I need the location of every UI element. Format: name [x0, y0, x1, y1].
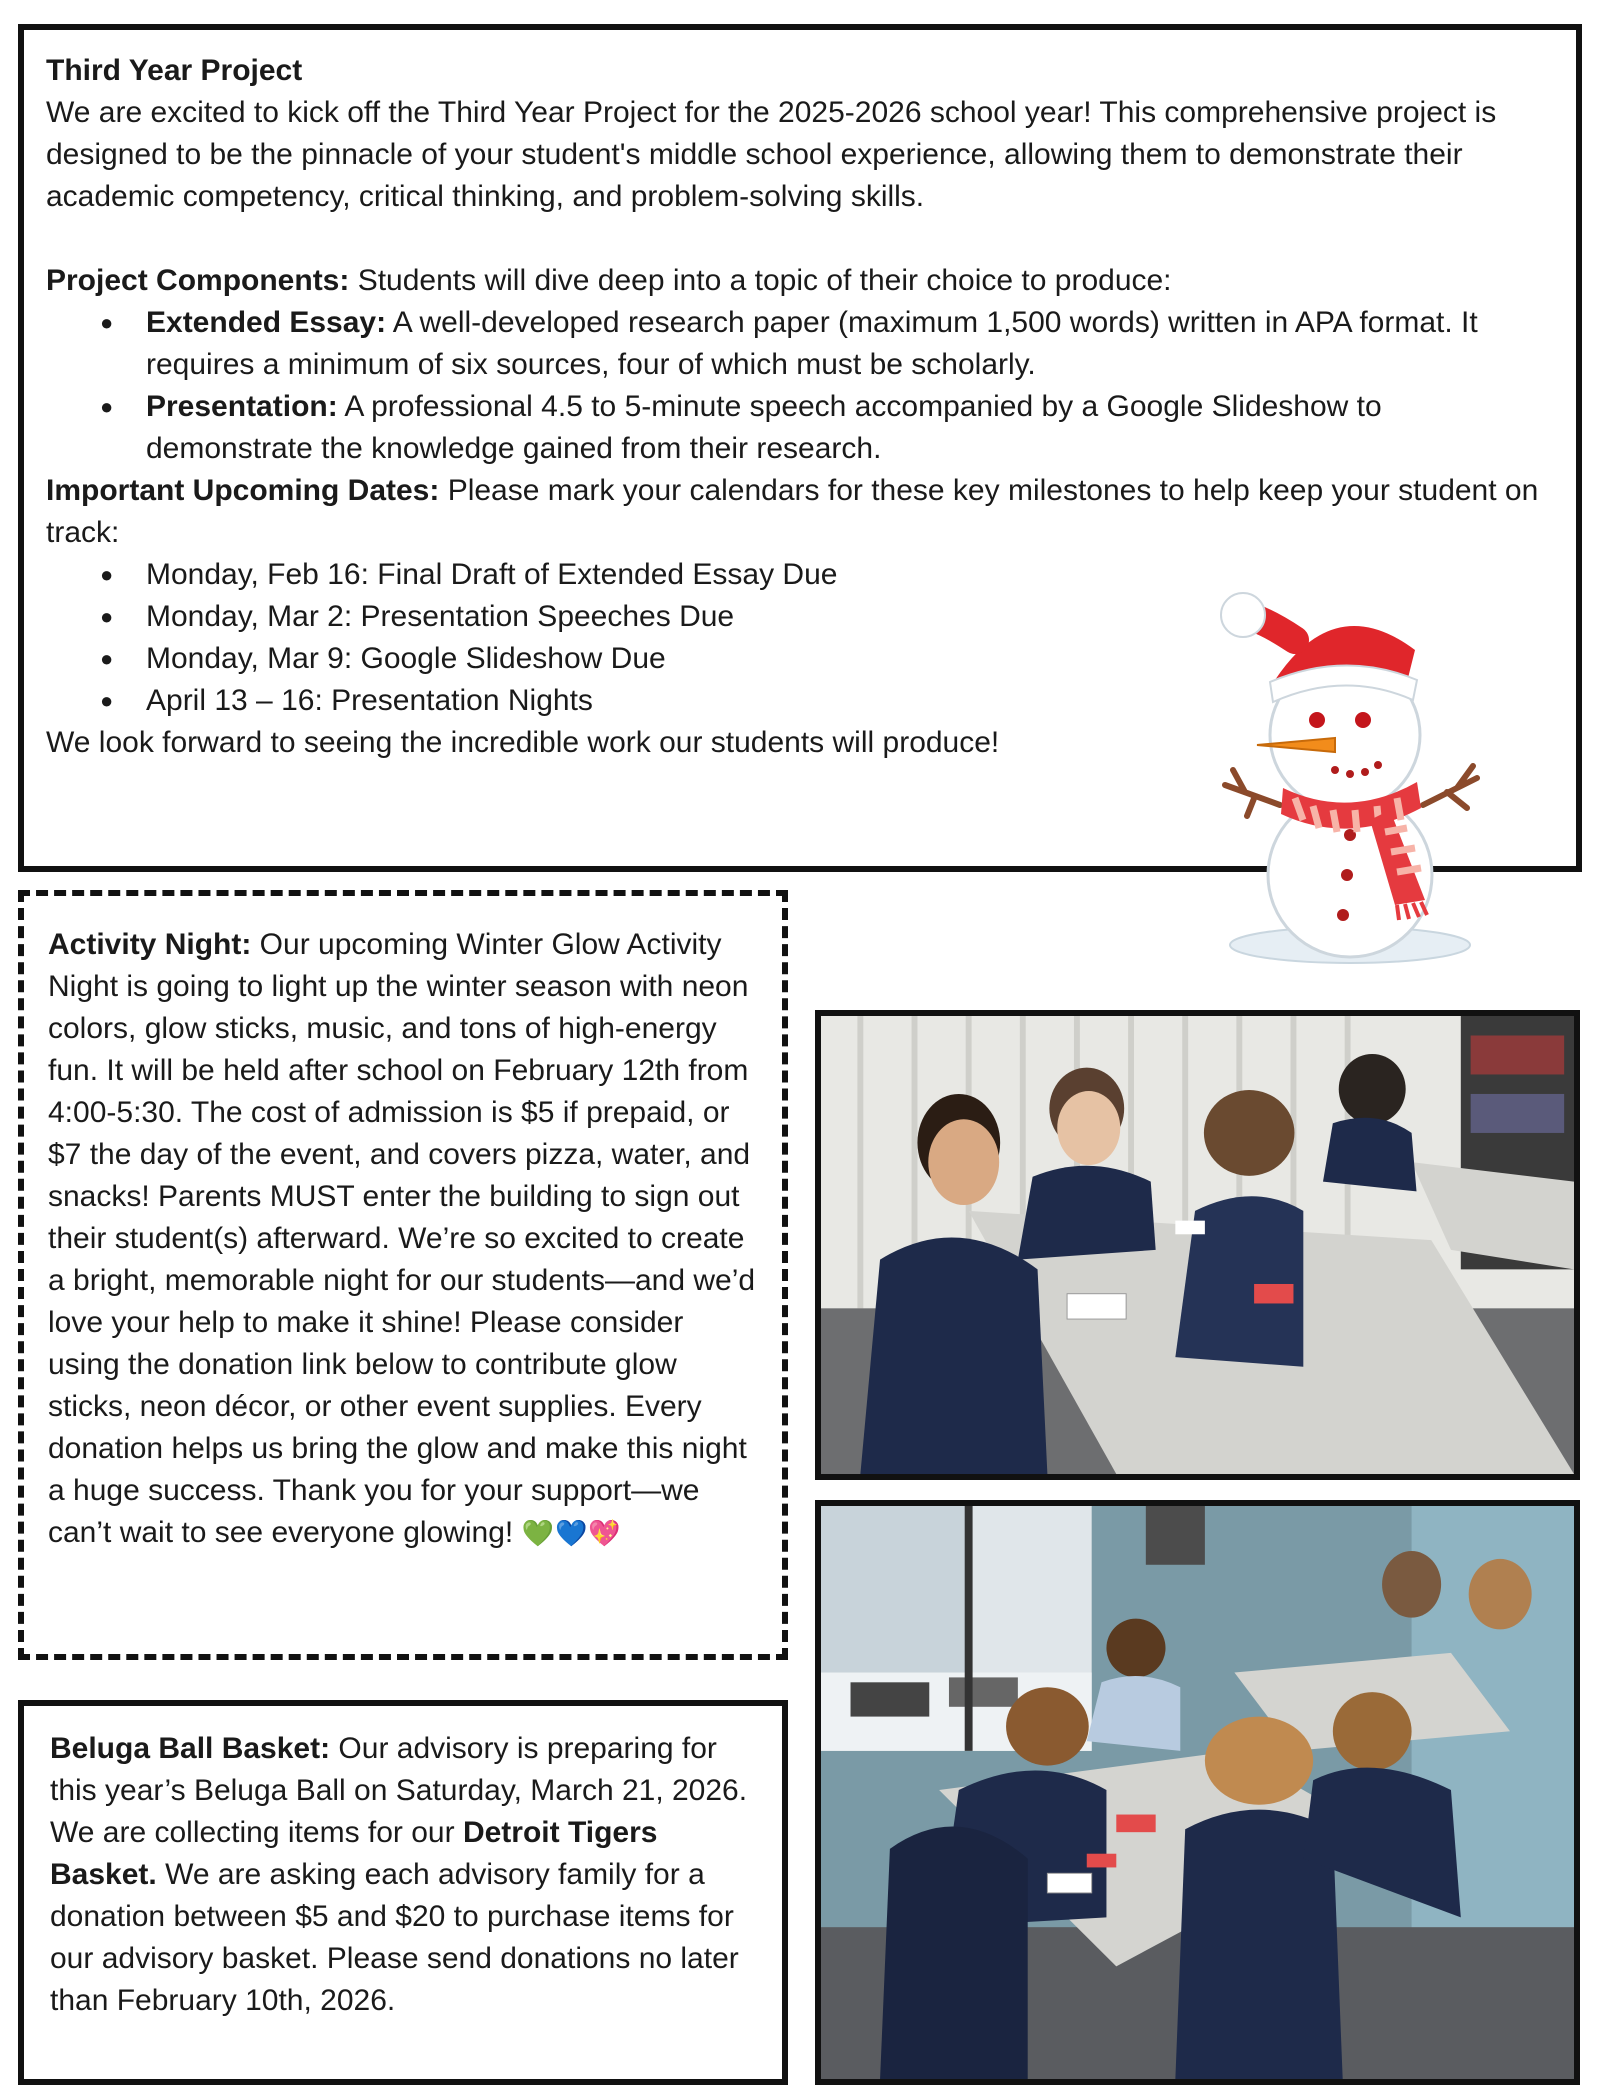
project-intro: We are excited to kick off the Third Year Project for the 2025-2026 school year! This comprehensive project is designed to be the pinnacle of your student's middle school experience, allowing them to demonstrate their academic competency, critical thinking, and problem-solving skills.: [46, 96, 1497, 213]
students-playing-cards-photo: [815, 1010, 1580, 1480]
activity-night-label: Activity Night:: [48, 928, 252, 961]
blue-heart-icon: 💙: [554, 1518, 589, 1548]
list-item: ● Monday, Mar 9: Google Slideshow Due: [46, 638, 1554, 680]
list-item: ● Monday, Mar 2: Presentation Speeches Due: [46, 596, 1554, 638]
list-item: ● April 13 – 16: Presentation Nights: [46, 680, 1554, 722]
detroit-tigers-basket: Detroit Tigers Basket.: [50, 1816, 658, 1891]
project-closing: We look forward to seeing the incredible work our students will produce!: [46, 726, 1000, 759]
list-item: ● Presentation: A professional 4.5 to 5-minute speech accompanied by a Google Slideshow to demonstrate the knowledge gained from their research.: [46, 386, 1554, 470]
list-item: ● Monday, Feb 16: Final Draft of Extended Essay Due: [46, 554, 1554, 596]
hearts-emoji: [522, 1518, 622, 1548]
activity-night-section: [18, 890, 788, 1660]
list-item: ● Extended Essay: A well-developed research paper (maximum 1,500 words) written in APA format. It requires a minimum of six sources, four of which must be scholarly.: [46, 302, 1554, 386]
activity-night-text: Our upcoming Winter Glow Activity Night is going to light up the winter season with neon colors, glow sticks, music, and tons of high-energy fun. It will be held after school on February 12th from 4:00-5:30. The cost of admission is $5 if prepaid, or $7 the day of the event, and covers pizza, water, and snacks! Parents MUST enter the building to sign out their student(s) afterward. We’re so excited to create a bright, memorable night for our students—and we’d love your help to make it shine! Please consider using the donation link below to contribute glow sticks, neon décor, or other event supplies. Every donation helps us bring the glow and make this night a huge success. Thank you for your support—we can’t wait to see everyone glowing!: [48, 928, 756, 1549]
beluga-label: Beluga Ball Basket:: [50, 1732, 331, 1765]
important-dates-heading: Important Upcoming Dates: Please mark your calendars for these key milestones to help keep your student on track:: [46, 474, 1539, 549]
project-components-heading: Project Components: Students will dive deep into a topic of their choice to produce:: [46, 264, 1172, 297]
project-title: Third Year Project: [46, 54, 303, 87]
green-heart-icon: 💚: [521, 1518, 555, 1548]
beluga-ball-basket-section: Beluga Ball Basket: Our advisory is preparing for this year’s Beluga Ball on Saturday, March 21, 2026. We are collecting items for our Detroit Tigers Basket. We are asking each advisory family for a donation between $5 and $20 to purchase items for our advisory basket. Please send donations no later than February 10th, 2026.: [18, 1700, 788, 2085]
sparkling-heart-icon: 💖: [588, 1518, 622, 1548]
project-components-list: [46, 302, 1554, 470]
snowman-icon: [1185, 570, 1515, 970]
students-group-card-game-photo: [815, 1500, 1580, 2085]
